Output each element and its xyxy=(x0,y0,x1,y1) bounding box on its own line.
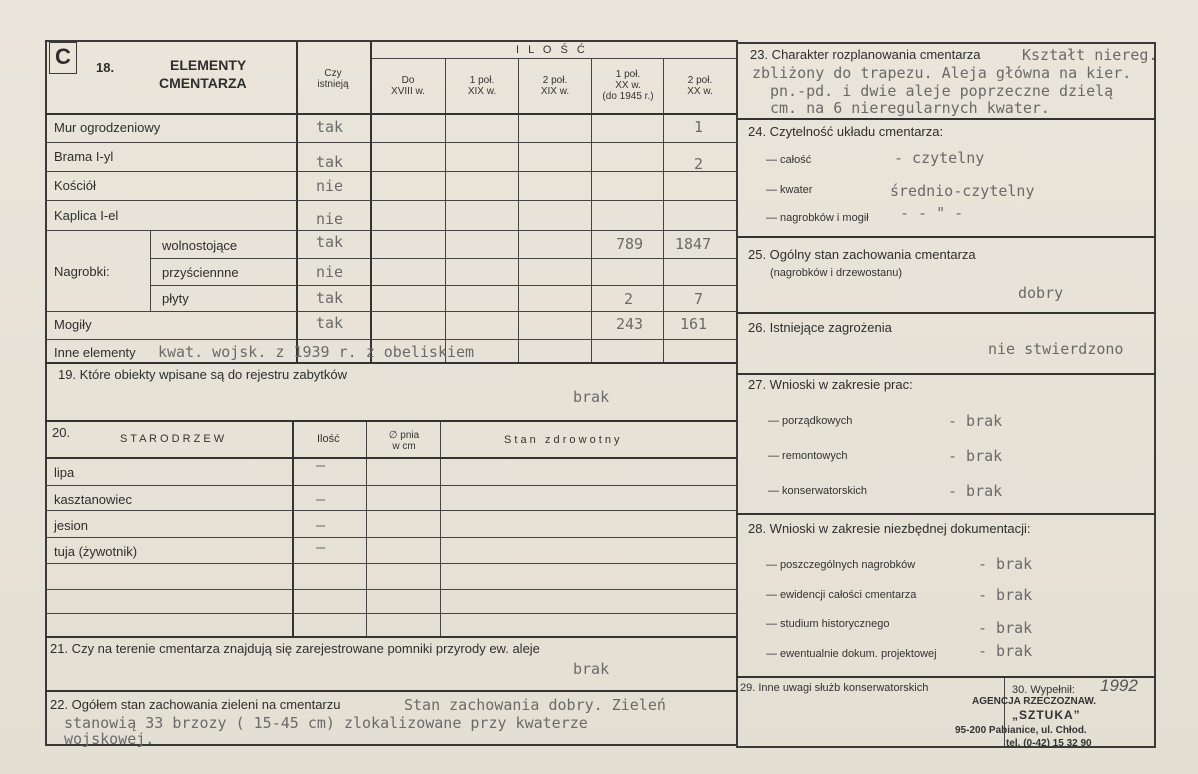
grid-line xyxy=(45,510,738,511)
q24-item-value: średnio-czytelny xyxy=(890,182,1035,200)
q28-item-label: — poszczególnych nagrobków xyxy=(766,559,916,571)
count-value: 243 xyxy=(616,315,644,333)
count-value: 2 xyxy=(624,290,634,308)
section-title-line2: CMENTARZA xyxy=(159,75,247,91)
row-label-wall: Mur ogrodzeniowy xyxy=(54,120,161,135)
grid-line xyxy=(45,230,738,231)
grid-line xyxy=(736,312,1156,314)
row-sub-slabs: płyty xyxy=(162,291,189,306)
grid-line xyxy=(663,58,664,362)
stamp-line: „SZTUKA” xyxy=(1012,708,1081,722)
grid-line xyxy=(296,42,298,362)
grid-line xyxy=(45,613,738,614)
q20-health-header: S t a n z d r o w o t n y xyxy=(504,434,620,446)
stamp-line: 95-200 Pabianice, ul. Chłod. xyxy=(955,725,1087,736)
exists-value: tak xyxy=(316,233,344,251)
grid-line xyxy=(45,339,738,340)
q29-label: 29. Inne uwagi służb konserwatorskich xyxy=(740,682,929,694)
row-label-graves: Mogiły xyxy=(54,317,92,332)
grid-line xyxy=(518,58,519,362)
grid-line xyxy=(45,636,738,638)
q19-label: 19. Które obiekty wpisane są do rejestru zabytków xyxy=(58,367,348,382)
stamp-line: tel. (0-42) 15 32 90 xyxy=(1006,738,1092,749)
grid-line xyxy=(292,422,294,636)
grid-line xyxy=(736,373,1156,375)
q24-item-label: — nagrobków i mogił xyxy=(766,212,869,224)
period-header-2: 1 poł. XIX w. xyxy=(467,75,497,97)
q24-label: 24. Czytelność układu cmentarza: xyxy=(748,124,944,139)
q20-diam-header: ∅ pnia w cm xyxy=(388,430,420,452)
q19-value: brak xyxy=(573,388,610,406)
grid-line xyxy=(45,690,738,692)
grid-line xyxy=(736,236,1156,238)
count-value: 1 xyxy=(694,118,704,136)
q22-value-line2: stanowią 33 brzozy ( 15-45 cm) zlokalizowane przy kwaterze xyxy=(64,714,588,732)
q23-value-line4: cm. na 6 nieregularnych kwater. xyxy=(770,99,1050,117)
q26-label: 26. Istniejące zagrożenia xyxy=(748,320,892,335)
tree-count: – xyxy=(316,490,326,508)
grid-line xyxy=(45,457,738,459)
q27-item-value: - brak xyxy=(948,482,1003,500)
q21-label: 21. Czy na terenie cmentarza znajdują się zarejestrowane pomniki przyrody ew. aleje xyxy=(50,641,540,656)
row-label-church: Kościół xyxy=(54,178,96,193)
q28-item-label: — ewidencji całości cmentarza xyxy=(766,589,917,601)
count-value: 161 xyxy=(680,315,708,333)
stamp-line: AGENCJA RZECZOZNAW. xyxy=(972,696,1097,707)
grid-line xyxy=(45,485,738,486)
q25-sublabel: (nagrobków i drzewostanu) xyxy=(770,267,903,279)
grid-line xyxy=(45,142,738,143)
tree-name: lipa xyxy=(54,465,75,480)
count-value: 2 xyxy=(694,155,704,173)
q27-item-value: - brak xyxy=(948,412,1003,430)
q28-item-value: - brak xyxy=(978,642,1033,660)
q22-label: 22. Ogółem stan zachowania zieleni na cmentarzu xyxy=(50,697,341,712)
grid-line xyxy=(150,285,738,286)
q20-count-header: Ilość xyxy=(317,433,340,445)
grid-line xyxy=(372,58,736,59)
exists-value: tak xyxy=(316,153,344,171)
period-header-3: 2 poł. XIX w. xyxy=(540,75,570,97)
q24-item-label: — całość xyxy=(766,154,812,166)
q23-value-line3: pn.-pd. i dwie aleje poprzeczne dzielą xyxy=(770,82,1114,100)
grid-line xyxy=(45,563,738,564)
grid-line xyxy=(440,422,441,636)
exists-value: nie xyxy=(316,263,344,281)
q22-value-line1: Stan zachowania dobry. Zieleń xyxy=(404,696,666,714)
section-title-line1: ELEMENTY xyxy=(170,57,247,73)
grid-line xyxy=(45,311,738,312)
q25-value: dobry xyxy=(1018,284,1064,302)
exists-value: nie xyxy=(316,177,344,195)
agency-stamp xyxy=(940,696,1140,748)
row-label-chapel: Kaplica I-el xyxy=(54,208,119,223)
exists-value: tak xyxy=(316,289,344,307)
q28-item-value: - brak xyxy=(978,555,1033,573)
count-value: 789 xyxy=(616,235,644,253)
grid-line xyxy=(45,200,738,201)
q25-label: 25. Ogólny stan zachowania cmentarza xyxy=(748,247,976,262)
q27-label: 27. Wnioski w zakresie prac: xyxy=(748,377,913,392)
tree-name: jesion xyxy=(54,518,88,533)
exists-value: tak xyxy=(316,118,344,136)
grid-line xyxy=(45,362,738,364)
q20-trees-header: S T A R O D R Z E W xyxy=(120,433,225,445)
q28-item-value: - brak xyxy=(978,619,1033,637)
grid-line xyxy=(45,537,738,538)
q27-item-label: — remontowych xyxy=(768,450,848,462)
tree-name: kasztanowiec xyxy=(54,492,133,507)
grid-line xyxy=(366,422,367,636)
count-value: 7 xyxy=(694,290,704,308)
row-label-other: Inne elementy xyxy=(54,345,136,360)
q21-value: brak xyxy=(573,660,610,678)
right-panel-frame xyxy=(736,42,1156,748)
row-label-gate: Brama I-yl xyxy=(54,149,114,164)
grid-line xyxy=(45,113,738,115)
q24-item-value: - czytelny xyxy=(894,149,985,167)
q23-value-line2: zbliżony do trapezu. Aleja główna na kier. xyxy=(752,64,1132,82)
tree-count: – xyxy=(316,456,326,474)
row-label-tombs: Nagrobki: xyxy=(54,264,110,279)
q23-value-line1: Kształt niereg. xyxy=(1022,46,1158,64)
section-number: 18. xyxy=(96,60,115,75)
grid-line xyxy=(150,258,738,259)
grid-line xyxy=(45,589,738,590)
tree-count: – xyxy=(316,516,326,534)
tree-name: tuja (żywotnik) xyxy=(54,544,138,559)
q28-item-value: - brak xyxy=(978,586,1033,604)
q27-item-value: - brak xyxy=(948,447,1003,465)
grid-line xyxy=(45,171,738,172)
q20-number: 20. xyxy=(52,425,71,440)
q30-label: 30. Wypełnił: xyxy=(1012,684,1075,696)
corner-letter: C xyxy=(55,44,71,69)
exists-value: nie xyxy=(316,210,344,228)
q28-item-label: — studium historycznego xyxy=(766,618,890,630)
grid-line xyxy=(736,513,1156,515)
exists-header: Czy istnieją xyxy=(317,68,349,90)
grid-line xyxy=(736,118,1156,120)
period-header-1: Do XVIII w. xyxy=(391,75,425,97)
grid-line xyxy=(591,58,592,362)
q28-label: 28. Wnioski w zakresie niezbędnej dokumentacji: xyxy=(748,521,1031,536)
period-header-5: 2 poł. XX w. xyxy=(687,75,713,97)
grid-line xyxy=(370,42,372,362)
grid-line xyxy=(736,676,1156,678)
quantity-header: I L O Ś Ć xyxy=(516,44,588,56)
q24-item-label: — kwater xyxy=(766,184,813,196)
row-sub-wall: przyściennne xyxy=(162,265,239,280)
q28-item-label: — ewentualnie dokum. projektowej xyxy=(766,648,937,660)
count-value: 1847 xyxy=(675,235,712,253)
q23-label: 23. Charakter rozplanowania cmentarza xyxy=(750,47,981,62)
q30-handwritten-number: 1992 xyxy=(1100,676,1138,695)
grid-line xyxy=(45,420,738,422)
q27-item-label: — konserwatorskich xyxy=(768,485,868,497)
q24-item-value: - - " - xyxy=(900,204,964,222)
q26-value: nie stwierdzono xyxy=(988,340,1124,358)
q22-value-line3: wojskowej. xyxy=(64,730,155,748)
grid-line xyxy=(445,58,446,362)
tree-count: – xyxy=(316,538,326,556)
q27-item-label: — porządkowych xyxy=(768,415,853,427)
period-header-4: 1 poł. XX w. (do 1945 r.) xyxy=(602,69,654,102)
grid-line xyxy=(150,230,151,311)
other-elements-value: kwat. wojsk. z 1939 r. z obeliskiem xyxy=(158,343,475,361)
row-sub-freestanding: wolnostojące xyxy=(162,238,238,253)
exists-value: tak xyxy=(316,314,344,332)
